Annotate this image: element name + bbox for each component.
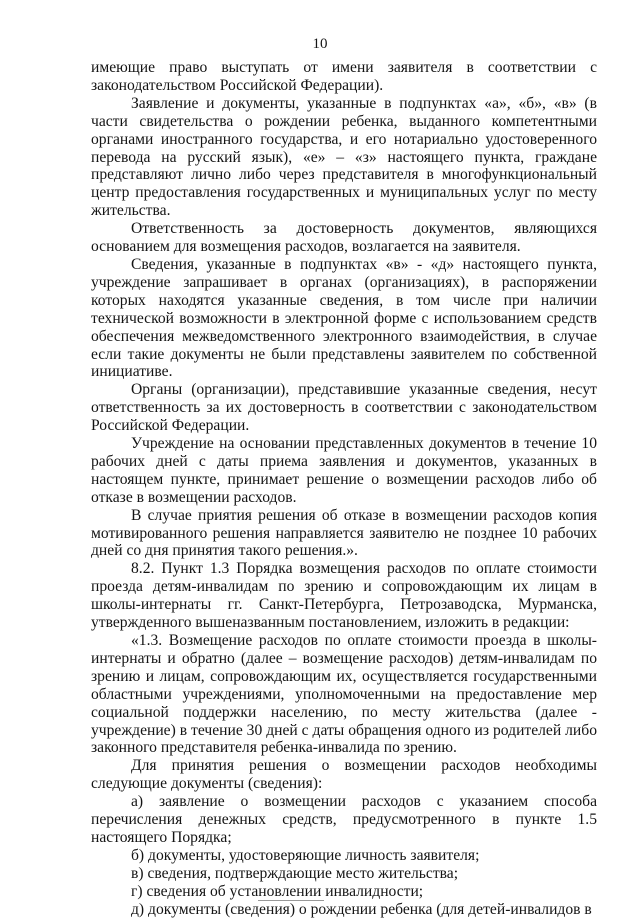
footer-rule [258,900,324,901]
paragraph: Органы (организации), представившие указанные сведения, несут ответственность за их достоверность в соответствии с законодательством Российской Федерации. [91,381,597,435]
paragraph: В случае приятия решения об отказе в возмещении расходов копия мотивированного решения направляется заявителю не позднее 10 рабочих дней со дня принятия такого решения.». [91,506,597,560]
list-item: а) заявление о возмещении расходов с указанием способа перечисления денежных средств, предусмотренного в пункте 1.5 настоящего Порядка; [91,793,597,846]
paragraph: Заявление и документы, указанные в подпунктах «а», «б», «в» (в части свидетельства о рождении ребенка, выданного компетентными органами иностранного государства, и его нотариально удостоверенного перевода на русский язык), «е» – «з» настоящего пункта, граждане представляют лично либо через представителя в многофункциональный центр предоставления государственных и муниципальных услуг по месту жительства. [91,94,597,220]
document-body [91,59,597,919]
paragraph: 8.2. Пункт 1.3 Порядка возмещения расходов по оплате стоимости проезда детям-инвалидам по зрению и сопровождающим их лицам в школы-интернаты гг. Санкт-Петербурга, Петрозаводска, Мурманска, утвержденного вышеназванным постановлением, изложить в редакции: [91,560,597,632]
paragraph: Для принятия решения о возмещении расходов необходимы следующие документы (сведения): [91,757,597,793]
list-item: в) сведения, подтверждающие место жительства; [131,864,459,882]
paragraph: «1.3. Возмещение расходов по оплате стоимости проезда в школы-интернаты и обратно (далее – возмещение расходов) детям-инвалидам по зрению и лицам, сопровождающим их, осуществляется государственными областными учреждениями, уполномоченными на предоставление мер социальной поддержки населению, по месту жительства (далее - учреждение) в течение 30 дней с даты обращения одного из родителей либо законного представителя ребенка-инвалида по зрению. [91,632,597,757]
paragraph: Ответственность за достоверность документов, являющихся основанием для возмещения расходов, возлагается на заявителя. [91,220,597,256]
paragraph: Сведения, указанные в подпунктах «в» - «д» настоящего пункта, учреждение запрашивает в органах (организациях), в распоряжении которых находятся указанные сведения, в том числе при наличии технической возможности в электронной форме с использованием средств обеспечения межведомственного электронного взаимодействия, в случае если такие документы не были представлены заявителем по собственной инициативе. [91,255,597,381]
list-item: б) документы, удостоверяющие личность заявителя; [131,846,480,864]
list-item: д) документы (сведения) о рождении ребенка (для детей-инвалидов в [131,900,592,918]
page-number: 10 [312,36,328,52]
paragraph-continuation: имеющие право выступать от имени заявителя в соответствии с законодательством Российской Федерации). [91,59,597,94]
list-item: г) сведения об установлении инвалидности; [131,882,424,900]
paragraph: Учреждение на основании представленных документов в течение 10 рабочих дней с даты приема заявления и документов, указанных в настоящем пункте, принимает решение о возмещении расходов либо об отказе в возмещении расходов. [91,435,597,506]
